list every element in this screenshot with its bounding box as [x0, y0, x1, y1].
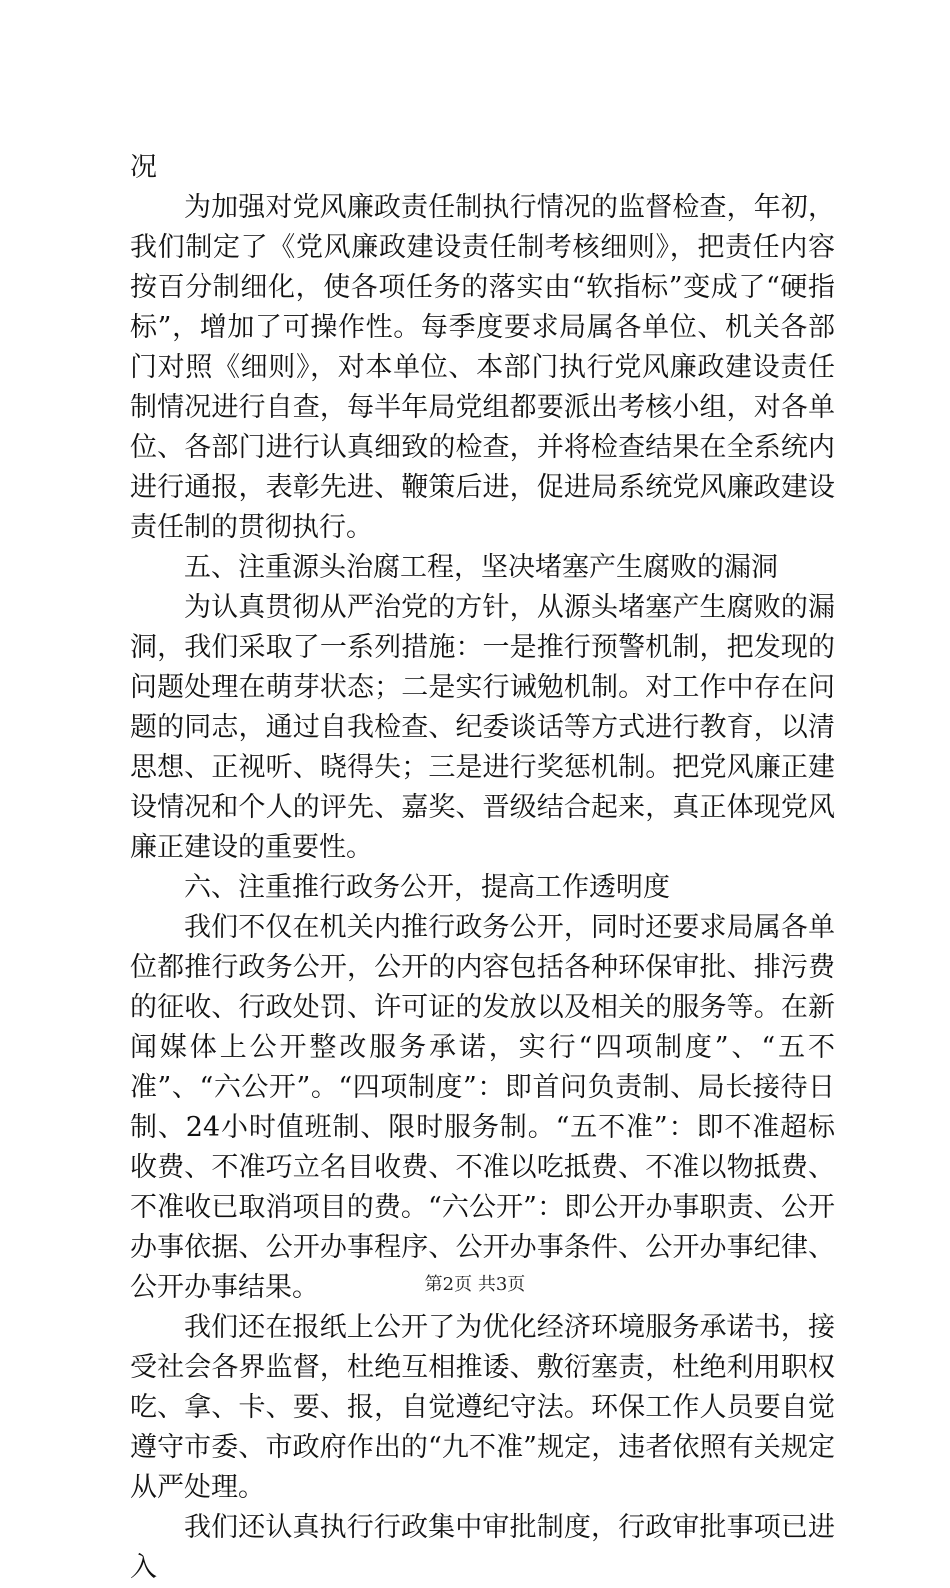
paragraph: 为认真贯彻从严治党的方针，从源头堵塞产生腐败的漏洞，我们采取了一系列措施：一是推行预警机制，把发现的问题处理在萌芽状态；二是实行诫勉机制。对工作中存在问题的同志，通过自我检查、纪委谈话等方式进行教育，以清思想、正视听、晓得失；三是进行奖惩机制。把党风廉正建设情况和个人的评先、嘉奖、晋级结合起来，真正体现党风廉正建设的重要性。 [130, 592, 835, 863]
page-footer [0, 1270, 950, 1296]
paragraph: 况 [130, 152, 157, 183]
document-body [130, 148, 835, 1588]
paragraph: 我们不仅在机关内推行政务公开，同时还要求局属各单位都推行政务公开，公开的内容包括各种环保审批、排污费的征收、行政处罚、许可证的发放以及相关的服务等。在新闻媒体上公开整改服务承诺，实行“四项制度”、“五不准”、“六公开”。“四项制度”：即首问负责制、局长接待日制、24小时值班制、限时服务制。“五不准”：即不准超标收费、不准巧立名目收费、不准以吃抵费、不准以物抵费、不准收已取消项目的费。“六公开”：即公开办事职责、公开办事依据、公开办事程序、公开办事条件、公开办事纪律、公开办事结果。 [130, 912, 835, 1303]
paragraph: 我们还认真执行行政集中审批制度，行政审批事项已进入 [130, 1512, 835, 1583]
paragraph: 为加强对党风廉政责任制执行情况的监督检查，年初，我们制定了《党风廉政建设责任制考核细则》，把责任内容按百分制细化，使各项任务的落实由“软指标”变成了“硬指标”，增加了可操作性。每季度要求局属各单位、机关各部门对照《细则》，对本单位、本部门执行党风廉政建设责任制情况进行自查，每半年局党组都要派出考核小组，对各单位、各部门进行认真细致的检查，并将检查结果在全系统内进行通报，表彰先进、鞭策后进，促进局系统党风廉政建设责任制的贯彻执行。 [130, 192, 835, 543]
section-heading: 六、注重推行政务公开，提高工作透明度 [184, 872, 670, 903]
page-number-label: 第2页 共3页 [424, 1274, 526, 1295]
paragraph: 我们还在报纸上公开了为优化经济环境服务承诺书，接受社会各界监督，杜绝互相推诿、敷衍塞责，杜绝利用职权吃、拿、卡、要、报，自觉遵纪守法。环保工作人员要自觉遵守市委、市政府作出的“九不准”规定，违者依照有关规定从严处理。 [130, 1312, 835, 1503]
section-heading: 五、注重源头治腐工程，坚决堵塞产生腐败的漏洞 [184, 552, 778, 583]
